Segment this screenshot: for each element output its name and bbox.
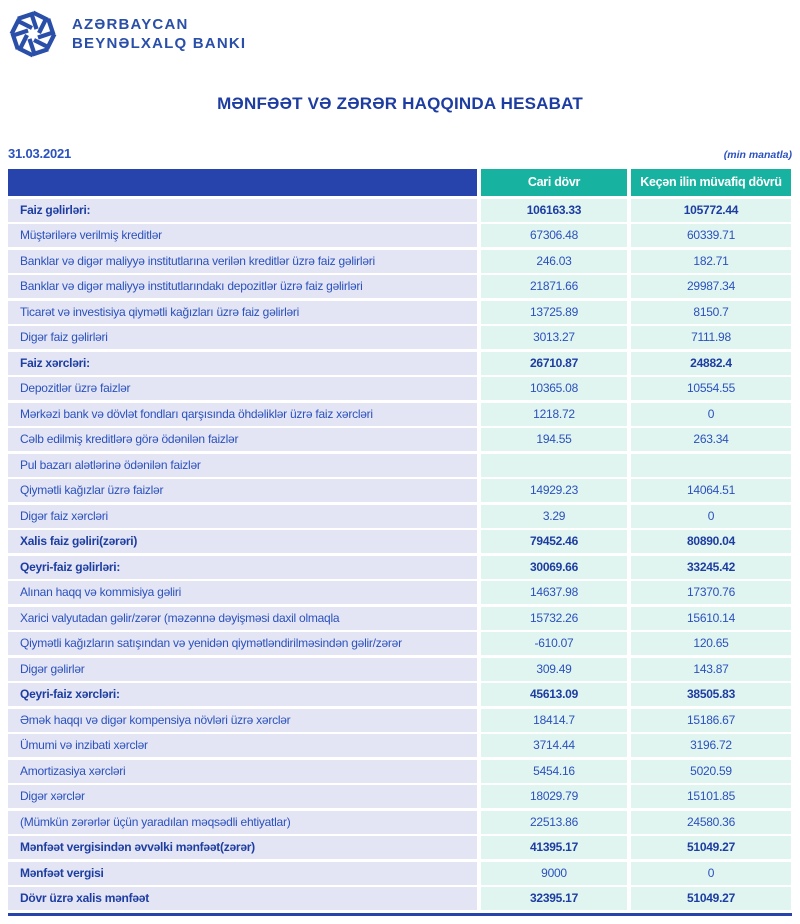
- row-previous-value: 38505.83: [631, 683, 791, 706]
- table-header-row: [8, 169, 792, 196]
- unit-note: (min manatla): [723, 149, 792, 161]
- row-label: Digər faiz gəlirləri: [8, 326, 477, 349]
- row-label: Depozitlər üzrə faizlər: [8, 377, 477, 400]
- table-row: [8, 632, 792, 655]
- report-meta: [8, 146, 792, 161]
- row-current-value: 3.29: [481, 505, 627, 528]
- header-previous-period: Keçən ilin müvafiq dövrü: [631, 169, 791, 196]
- bank-name-line1: AZƏRBAYCAN: [72, 16, 189, 33]
- row-current-value: 5454.16: [481, 760, 627, 783]
- row-previous-value: 10554.55: [631, 377, 791, 400]
- table-row: [8, 428, 792, 451]
- table-row: [8, 760, 792, 783]
- row-label: Müştərilərə verilmiş kreditlər: [8, 224, 477, 247]
- row-previous-value: 33245.42: [631, 556, 791, 579]
- row-previous-value: 14064.51: [631, 479, 791, 502]
- row-previous-value: 5020.59: [631, 760, 791, 783]
- profit-loss-table: [8, 169, 792, 916]
- header-empty-cell: [8, 169, 477, 196]
- row-previous-value: 0: [631, 403, 791, 426]
- report-title: MƏNFƏƏT VƏ ZƏRƏR HAQQINDA HESABAT: [217, 94, 583, 113]
- row-previous-value: 24580.36: [631, 811, 791, 834]
- row-label: Mənfəət vergisi: [8, 862, 477, 885]
- row-current-value: 246.03: [481, 250, 627, 273]
- row-label: Amortizasiya xərcləri: [8, 760, 477, 783]
- row-current-value: 15732.26: [481, 607, 627, 630]
- table-row: [8, 250, 792, 273]
- table-row: [8, 709, 792, 732]
- table-row: [8, 199, 792, 222]
- bank-name: [72, 15, 246, 53]
- row-current-value: 18029.79: [481, 785, 627, 808]
- row-previous-value: 60339.71: [631, 224, 791, 247]
- row-label: Alınan haqq və kommisiya gəliri: [8, 581, 477, 604]
- row-current-value: 30069.66: [481, 556, 627, 579]
- header-current-period: Cari dövr: [481, 169, 627, 196]
- row-previous-value: 182.71: [631, 250, 791, 273]
- row-label: Qiymətli kağızların satışından və yenidən qiymətləndirilməsindən gəlir/zərər: [8, 632, 477, 655]
- table-bottom-border: [8, 913, 792, 916]
- row-label: Mərkəzi bank və dövlət fondları qarşısında öhdəliklər üzrə faiz xərcləri: [8, 403, 477, 426]
- table-row: [8, 326, 792, 349]
- table-body: [8, 199, 792, 911]
- table-row: [8, 479, 792, 502]
- row-label: Pul bazarı alətlərinə ödənilən faizlər: [8, 454, 477, 477]
- row-label: Xarici valyutadan gəlir/zərər (məzənnə dəyişməsi daxil olmaqla: [8, 607, 477, 630]
- report-date: 31.03.2021: [8, 146, 72, 161]
- row-label: Xalis faiz gəliri(zərəri): [8, 530, 477, 553]
- table-row: [8, 224, 792, 247]
- row-current-value: 21871.66: [481, 275, 627, 298]
- bank-logo-icon: [8, 9, 58, 59]
- table-row: [8, 785, 792, 808]
- row-previous-value: 15610.14: [631, 607, 791, 630]
- row-current-value: 13725.89: [481, 301, 627, 324]
- row-previous-value: 15101.85: [631, 785, 791, 808]
- table-row: [8, 683, 792, 706]
- row-previous-value: 51049.27: [631, 887, 791, 910]
- table-row: [8, 734, 792, 757]
- table-row: [8, 403, 792, 426]
- row-previous-value: 3196.72: [631, 734, 791, 757]
- row-label: Ümumi və inzibati xərclər: [8, 734, 477, 757]
- row-label: Banklar və digər maliyyə institutlarına verilən kreditlər üzrə faiz gəlirləri: [8, 250, 477, 273]
- row-label: Əmək haqqı və digər kompensiya növləri üzrə xərclər: [8, 709, 477, 732]
- row-label: Qeyri-faiz gəlirləri:: [8, 556, 477, 579]
- table-row: [8, 887, 792, 910]
- row-label: (Mümkün zərərlər üçün yaradılan məqsədli ehtiyatlar): [8, 811, 477, 834]
- row-current-value: 14929.23: [481, 479, 627, 502]
- row-current-value: 106163.33: [481, 199, 627, 222]
- table-row: [8, 581, 792, 604]
- row-label: Mənfəət vergisindən əvvəlki mənfəət(zərər): [8, 836, 477, 859]
- row-label: Qiymətli kağızlar üzrə faizlər: [8, 479, 477, 502]
- row-current-value: 41395.17: [481, 836, 627, 859]
- row-current-value: 9000: [481, 862, 627, 885]
- table-row: [8, 454, 792, 477]
- table-row: [8, 658, 792, 681]
- row-current-value: 18414.7: [481, 709, 627, 732]
- row-current-value: 32395.17: [481, 887, 627, 910]
- row-label: Ticarət və investisiya qiymətli kağızları üzrə faiz gəlirləri: [8, 301, 477, 324]
- table-row: [8, 275, 792, 298]
- row-previous-value: 120.65: [631, 632, 791, 655]
- table-row: [8, 836, 792, 859]
- row-label: Digər xərclər: [8, 785, 477, 808]
- row-previous-value: 51049.27: [631, 836, 791, 859]
- row-current-value: 10365.08: [481, 377, 627, 400]
- row-current-value: 45613.09: [481, 683, 627, 706]
- row-current-value: 3013.27: [481, 326, 627, 349]
- row-current-value: 26710.87: [481, 352, 627, 375]
- row-label: Banklar və digər maliyyə institutlarındakı depozitlər üzrə faiz gəlirləri: [8, 275, 477, 298]
- row-previous-value: 24882.4: [631, 352, 791, 375]
- row-current-value: -610.07: [481, 632, 627, 655]
- row-current-value: 1218.72: [481, 403, 627, 426]
- table-row: [8, 862, 792, 885]
- row-current-value: 67306.48: [481, 224, 627, 247]
- row-current-value: 194.55: [481, 428, 627, 451]
- row-previous-value: 263.34: [631, 428, 791, 451]
- row-previous-value: 105772.44: [631, 199, 791, 222]
- table-row: [8, 607, 792, 630]
- row-previous-value: [631, 454, 791, 477]
- row-current-value: 79452.46: [481, 530, 627, 553]
- table-row: [8, 377, 792, 400]
- table-row: [8, 505, 792, 528]
- table-row: [8, 301, 792, 324]
- bank-header: [8, 8, 792, 60]
- row-label: Cəlb edilmiş kreditlərə görə ödənilən faizlər: [8, 428, 477, 451]
- row-current-value: 309.49: [481, 658, 627, 681]
- table-row: [8, 556, 792, 579]
- row-previous-value: 7111.98: [631, 326, 791, 349]
- row-previous-value: 15186.67: [631, 709, 791, 732]
- row-label: Qeyri-faiz xərcləri:: [8, 683, 477, 706]
- row-previous-value: 143.87: [631, 658, 791, 681]
- row-previous-value: 0: [631, 862, 791, 885]
- table-row: [8, 352, 792, 375]
- bank-name-line2: BEYNƏLXALQ BANKI: [72, 35, 247, 52]
- row-label: Faiz xərcləri:: [8, 352, 477, 375]
- row-previous-value: 17370.76: [631, 581, 791, 604]
- row-current-value: [481, 454, 627, 477]
- row-label: Faiz gəlirləri:: [8, 199, 477, 222]
- row-previous-value: 8150.7: [631, 301, 791, 324]
- row-label: Digər gəlirlər: [8, 658, 477, 681]
- row-current-value: 3714.44: [481, 734, 627, 757]
- table-row: [8, 811, 792, 834]
- row-label: Digər faiz xərcləri: [8, 505, 477, 528]
- row-previous-value: 29987.34: [631, 275, 791, 298]
- row-label: Dövr üzrə xalis mənfəət: [8, 887, 477, 910]
- row-previous-value: 0: [631, 505, 791, 528]
- row-current-value: 22513.86: [481, 811, 627, 834]
- row-current-value: 14637.98: [481, 581, 627, 604]
- row-previous-value: 80890.04: [631, 530, 791, 553]
- table-row: [8, 530, 792, 553]
